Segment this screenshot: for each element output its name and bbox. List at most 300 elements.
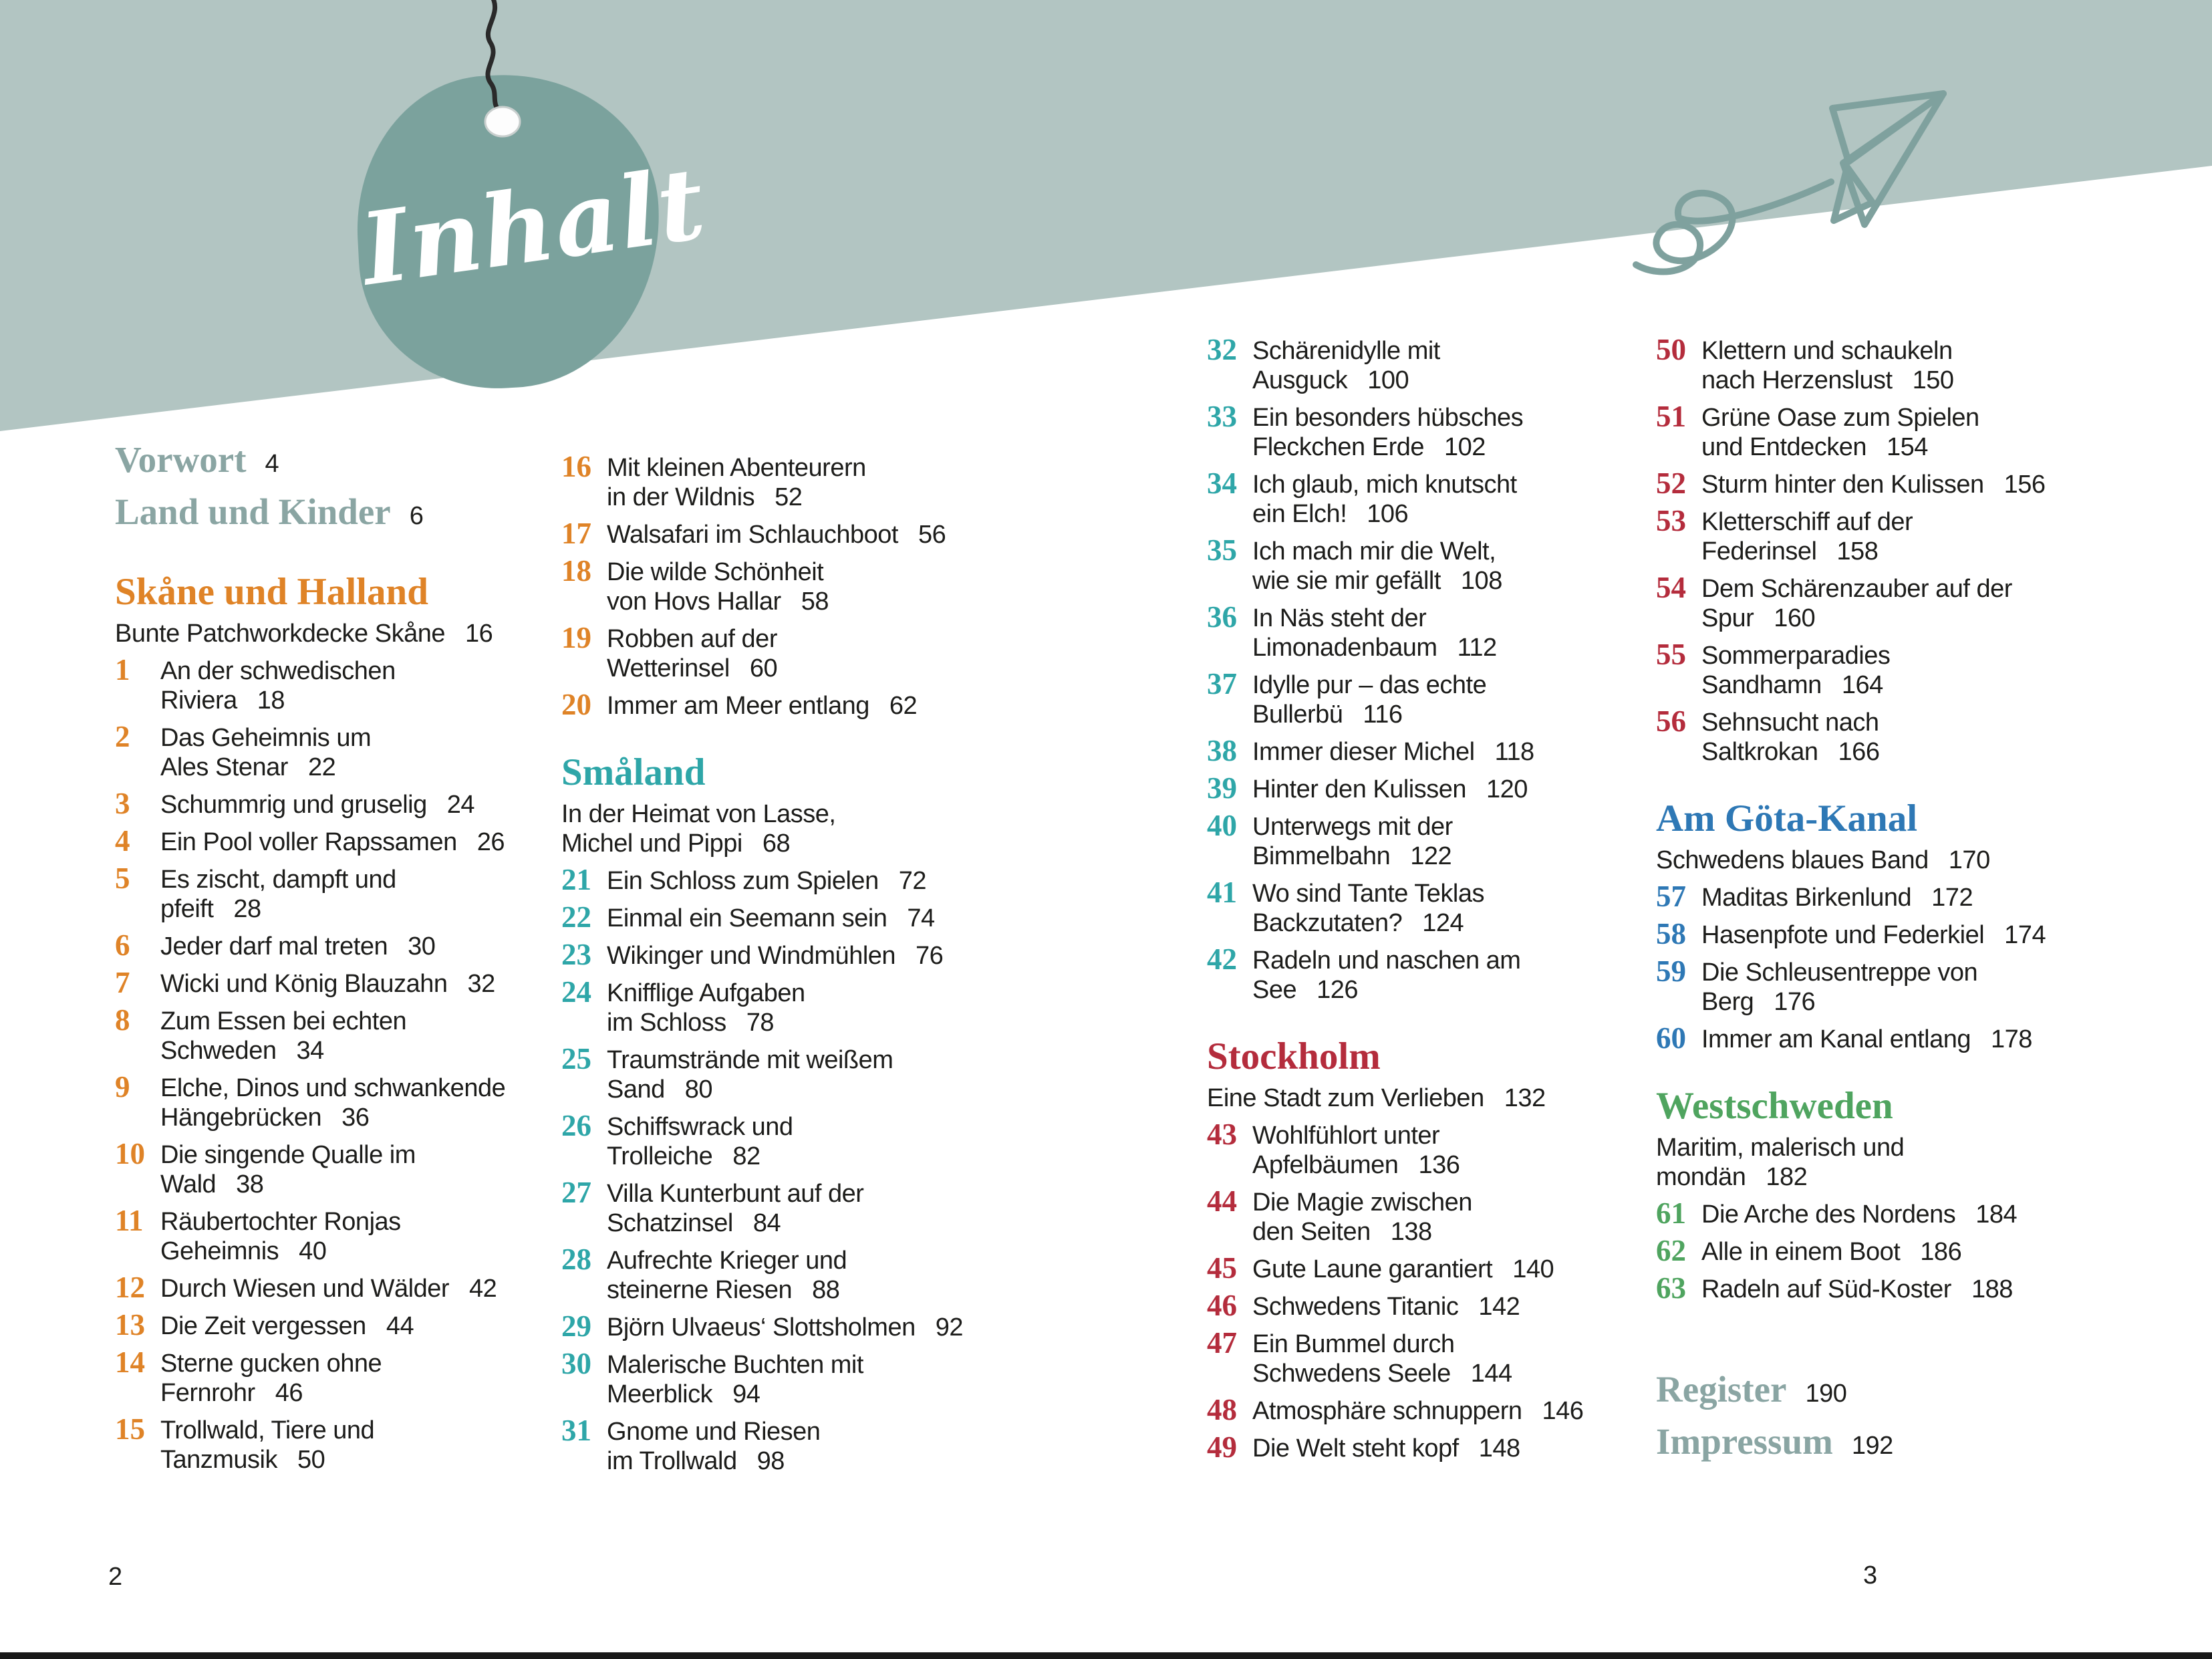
entry-number: 63: [1656, 1271, 1686, 1305]
section-intro: [1656, 846, 2100, 875]
entry-number: 44: [1207, 1184, 1237, 1218]
entry-number: 8: [115, 1003, 130, 1037]
entry-line: Trolleiche: [607, 1142, 713, 1170]
page-ref: 80: [684, 1075, 713, 1104]
entry-number: 62: [1656, 1234, 1686, 1267]
entry-line: Ein besonders hübsches: [1252, 404, 1524, 432]
toc-entry: [1207, 734, 1651, 767]
entry-line: Bimmelbahn: [1252, 842, 1391, 870]
page-ref: 62: [889, 692, 918, 720]
entry-number: 31: [561, 1414, 591, 1447]
entry-number: 51: [1656, 400, 1686, 433]
entry-line: Knifflige Aufgaben: [607, 979, 805, 1007]
toc-entry: [1656, 571, 2100, 633]
toc-entry: [115, 1137, 559, 1199]
entry-line: Meerblick: [607, 1380, 713, 1408]
entry-text: [160, 932, 435, 961]
entry-number: 14: [115, 1346, 145, 1379]
entry-number: 25: [561, 1042, 591, 1075]
page-ref: 158: [1836, 537, 1879, 565]
entry-line: Zum Essen bei echten: [160, 1007, 407, 1035]
page-ref: 156: [2003, 471, 2046, 499]
toc-entry: [115, 824, 559, 858]
entry-number: 13: [115, 1308, 145, 1342]
entry-line: Hinter den Kulissen: [1252, 775, 1467, 803]
toc-entry: [1656, 917, 2100, 950]
page-ref: 150: [1912, 366, 1954, 394]
entry-text: [1701, 921, 2046, 949]
entry-text: [160, 1312, 414, 1340]
page-ref: 98: [756, 1447, 785, 1475]
entry-number: 53: [1656, 504, 1686, 537]
front-item-label: Vorwort: [115, 439, 247, 480]
entry-line: im Trollwald: [607, 1447, 737, 1475]
entry-text: [607, 454, 866, 511]
entry-text: [1252, 537, 1502, 595]
entry-line: Wo sind Tante Teklas: [1252, 880, 1484, 908]
entry-number: 9: [115, 1070, 130, 1104]
entry-line: Bunte Patchworkdecke Skåne: [115, 620, 445, 648]
toc-entry: [115, 653, 559, 715]
entry-text: [607, 625, 777, 682]
entry-line: Federinsel: [1701, 537, 1817, 565]
toc-entry: [115, 862, 559, 924]
page-ref: 184: [1975, 1200, 2018, 1229]
entry-line: im Schloss: [607, 1009, 726, 1037]
toc-entry: [561, 1176, 1005, 1238]
entry-line: Schatzinsel: [607, 1209, 733, 1237]
entry-text: [607, 558, 829, 616]
page-ref: 68: [762, 830, 791, 858]
toc-entry: [1207, 1430, 1651, 1464]
entry-text: [1701, 508, 1913, 565]
entry-number: 16: [561, 450, 591, 483]
entry-number: 45: [1207, 1251, 1237, 1285]
section-intro: [561, 799, 1005, 858]
entry-text: [1701, 884, 1973, 912]
page-ref: 170: [1948, 846, 1990, 874]
toc-entry: [115, 1204, 559, 1266]
entry-number: 26: [561, 1109, 591, 1142]
entry-line: Geheimnis: [160, 1237, 279, 1265]
entry-line: Villa Kunterbunt auf der: [607, 1180, 864, 1208]
entry-number: 60: [1656, 1021, 1686, 1055]
entry-number: 42: [1207, 942, 1237, 976]
entry-line: Idylle pur – das echte: [1252, 671, 1487, 699]
entry-line: Bullerbü: [1252, 700, 1343, 729]
entry-line: Malerische Buchten mit: [607, 1351, 863, 1379]
front-item: [1656, 1418, 2100, 1470]
entry-line: Schummrig und gruselig: [160, 791, 427, 819]
front-item-label: Impressum: [1656, 1421, 1833, 1462]
entry-text: [1252, 1122, 1460, 1179]
page-ref: 106: [1367, 500, 1409, 528]
entry-number: 39: [1207, 771, 1237, 805]
entry-line: Die Magie zwischen: [1252, 1188, 1472, 1217]
page-ref: 174: [2004, 921, 2046, 949]
toc-entry: [115, 966, 559, 999]
entry-number: 54: [1656, 571, 1686, 604]
entry-line: Klettern und schaukeln: [1701, 337, 1953, 365]
toc-entry: [1207, 1251, 1651, 1285]
entry-number: 22: [561, 900, 591, 934]
entry-text: [1701, 1238, 1961, 1266]
page-ref: 108: [1460, 567, 1502, 595]
entry-line: Schärenidylle mit: [1252, 337, 1440, 365]
toc-entry: [1656, 880, 2100, 913]
entry-line: Schwedens Titanic: [1252, 1293, 1459, 1321]
page-ref: 178: [1990, 1025, 2032, 1053]
entry-number: 1: [115, 653, 130, 686]
entry-line: Sterne gucken ohne: [160, 1350, 382, 1378]
entry-number: 46: [1207, 1289, 1237, 1322]
entry-number: 52: [1656, 467, 1686, 500]
section-intro: [1656, 1133, 2100, 1192]
toc-entry: [1207, 400, 1651, 462]
entry-number: 33: [1207, 400, 1237, 433]
entry-line: Spur: [1701, 604, 1754, 632]
toc-entry: [561, 1042, 1005, 1104]
toc-entry: [115, 1346, 559, 1408]
toc-entry: [561, 621, 1005, 683]
page-ref: 94: [732, 1380, 761, 1408]
page-ref: 154: [1887, 433, 1928, 461]
entry-text: [1252, 1397, 1583, 1425]
toc-entry: [1656, 954, 2100, 1017]
entry-number: 55: [1656, 638, 1686, 671]
toc-entry: [561, 450, 1005, 512]
page-ref: 76: [916, 942, 944, 970]
entry-line: Riviera: [160, 686, 237, 715]
entry-line: Ich glaub, mich knutscht: [1252, 471, 1517, 499]
entry-line: Immer dieser Michel: [1252, 738, 1475, 766]
entry-line: Björn Ulvaeus‘ Slottsholmen: [607, 1313, 916, 1342]
entry-text: [160, 1141, 416, 1198]
page-ref: 38: [236, 1170, 264, 1198]
section-heading: Skåne und Halland: [115, 571, 428, 613]
toc-entry: [115, 1003, 559, 1065]
entry-text: [1656, 846, 1990, 874]
entry-number: 2: [115, 720, 130, 753]
entry-text: [1701, 404, 1979, 461]
entry-number: 23: [561, 938, 591, 971]
entry-line: den Seiten: [1252, 1218, 1371, 1246]
entry-line: Die Welt steht kopf: [1252, 1434, 1459, 1462]
entry-text: [1701, 337, 1954, 394]
page-ref: 188: [1971, 1275, 2013, 1303]
page-ref: 52: [775, 483, 803, 511]
entry-text: [1252, 471, 1517, 528]
entry-line: In Näs steht der: [1252, 604, 1427, 632]
page-ref: 16: [464, 620, 493, 648]
entry-number: 43: [1207, 1118, 1237, 1151]
entry-line: wie sie mir gefällt: [1252, 567, 1441, 595]
page-ref: 126: [1317, 976, 1359, 1004]
toc-entry: [561, 1347, 1005, 1409]
page-ref: 120: [1486, 775, 1528, 803]
entry-text: [561, 800, 835, 858]
page-ref: 176: [1774, 988, 1816, 1016]
entry-number: 50: [1656, 333, 1686, 366]
entry-line: Ales Stenar: [160, 753, 288, 781]
page-ref: 182: [1766, 1163, 1808, 1191]
front-item: [115, 488, 559, 540]
entry-text: [607, 1180, 863, 1237]
page-ref: 32: [467, 970, 495, 998]
page-ref: 18: [257, 686, 285, 715]
entry-text: [160, 866, 396, 923]
entry-line: Die Arche des Nordens: [1701, 1200, 1956, 1229]
entry-line: Wohlfühlort unter: [1252, 1122, 1440, 1150]
page-number-right: 3: [1863, 1561, 1878, 1589]
toc-entry: [1656, 1021, 2100, 1055]
toc-entry: [115, 1070, 559, 1132]
toc-entry: [1207, 876, 1651, 938]
entry-line: Schiffswrack und: [607, 1113, 793, 1141]
toc-entry: [1207, 1326, 1651, 1388]
entry-line: Walsafari im Schlauchboot: [607, 521, 898, 549]
entry-number: 24: [561, 975, 591, 1009]
entry-line: Hasenpfote und Federkiel: [1701, 921, 1985, 949]
entry-number: 29: [561, 1309, 591, 1343]
entry-line: In der Heimat von Lasse,: [561, 800, 836, 828]
entry-text: [160, 1208, 401, 1265]
entry-number: 19: [561, 621, 591, 654]
page-ref: 26: [476, 828, 505, 856]
entry-text: [1252, 1255, 1554, 1283]
section-heading: Småland: [561, 751, 706, 793]
toc-column-1: [115, 436, 559, 1483]
entry-line: Ich mach mir die Welt,: [1252, 537, 1496, 565]
toc-entry: [1207, 809, 1651, 871]
toc-entry: [115, 787, 559, 820]
page-ref: 42: [469, 1275, 497, 1303]
entry-number: 21: [561, 863, 591, 896]
entry-number: 17: [561, 517, 591, 550]
toc-entry: [1656, 400, 2100, 462]
page-ref: 136: [1418, 1151, 1460, 1179]
entry-text: [607, 942, 943, 970]
page-ref: 92: [935, 1313, 964, 1342]
toc-entry: [1656, 504, 2100, 566]
toc-entry: [1207, 1118, 1651, 1180]
entry-line: Wicki und König Blauzahn: [160, 970, 448, 998]
entry-line: Das Geheimnis um: [160, 724, 372, 752]
entry-text: [1207, 1084, 1546, 1112]
entry-line: Schwedens blaues Band: [1656, 846, 1929, 874]
entry-line: Sommerparadies: [1701, 642, 1891, 670]
page-ref: 102: [1444, 433, 1486, 461]
toc-entry: [561, 1109, 1005, 1171]
toc-entry: [1207, 771, 1651, 805]
entry-line: Maditas Birkenlund: [1701, 884, 1912, 912]
entry-line: Trollwald, Tiere und: [160, 1416, 375, 1444]
entry-line: Fernrohr: [160, 1379, 255, 1407]
entry-text: [607, 1113, 793, 1170]
entry-text: [160, 1007, 406, 1065]
entry-number: 38: [1207, 734, 1237, 767]
entry-line: Traumstrände mit weißem: [607, 1046, 893, 1074]
entry-line: Sehnsucht nach: [1701, 709, 1879, 737]
page-ref: 142: [1478, 1293, 1520, 1321]
entry-number: 4: [115, 824, 130, 858]
entry-text: [607, 521, 946, 549]
entry-line: Atmosphäre schnuppern: [1252, 1397, 1522, 1425]
entry-number: 32: [1207, 333, 1237, 366]
page-ref: 172: [1931, 884, 1973, 912]
entry-line: Kletterschiff auf der: [1701, 508, 1913, 536]
entry-text: [160, 970, 495, 998]
entry-line: Ein Bummel durch: [1252, 1330, 1455, 1358]
section-heading: Westschweden: [1656, 1085, 1893, 1127]
entry-text: [607, 1351, 863, 1408]
entry-number: 27: [561, 1176, 591, 1209]
page-ref: 146: [1542, 1397, 1584, 1425]
entry-line: Sandhamn: [1701, 671, 1822, 699]
entry-line: Die singende Qualle im: [160, 1141, 416, 1169]
entry-line: Immer am Kanal entlang: [1701, 1025, 1971, 1053]
entry-line: Apfelbäumen: [1252, 1151, 1399, 1179]
entry-number: 37: [1207, 667, 1237, 700]
entry-number: 41: [1207, 876, 1237, 909]
entry-text: [1252, 813, 1453, 870]
page-ref: 34: [296, 1037, 324, 1065]
entry-text: [1701, 959, 1977, 1016]
toc-entry: [1207, 1393, 1651, 1426]
toc-entry: [561, 688, 1005, 721]
entry-text: [1252, 946, 1520, 1004]
entry-line: Die wilde Schönheit: [607, 558, 824, 586]
page-ref: 28: [233, 895, 261, 923]
entry-line: Sand: [607, 1075, 665, 1104]
entry-line: und Entdecken: [1701, 433, 1867, 461]
entry-line: Ein Schloss zum Spielen: [607, 867, 879, 895]
page-ref: 58: [801, 588, 829, 616]
entry-line: Räubertochter Ronjas: [160, 1208, 401, 1236]
toc-entry: [561, 1309, 1005, 1343]
toc-entry: [115, 1308, 559, 1342]
toc-entry: [115, 1271, 559, 1304]
entry-text: [160, 828, 505, 856]
page-ref: 36: [341, 1104, 370, 1132]
entry-number: 59: [1656, 954, 1686, 988]
page-ref: 24: [446, 791, 475, 819]
entry-line: Unterwegs mit der: [1252, 813, 1453, 841]
entry-text: [1252, 1293, 1520, 1321]
entry-text: [1701, 1275, 2013, 1303]
page-ref: 186: [1920, 1238, 1962, 1266]
toc-entry: [1656, 467, 2100, 500]
entry-text: [1252, 1330, 1512, 1388]
page-ref: 164: [1841, 671, 1883, 699]
page-ref: 46: [275, 1379, 303, 1407]
toc-entry: [561, 554, 1005, 616]
toc-entry: [1656, 705, 2100, 767]
page-bottom-edge: [0, 1652, 2212, 1659]
page-ref: 6: [409, 502, 424, 530]
entry-number: 12: [115, 1271, 145, 1304]
entry-line: ein Elch!: [1252, 500, 1347, 528]
entry-number: 49: [1207, 1430, 1237, 1464]
entry-line: in der Wildnis: [607, 483, 755, 511]
entry-number: 7: [115, 966, 130, 999]
entry-line: Ausguck: [1252, 366, 1348, 394]
entry-line: Dem Schärenzauber auf der: [1701, 575, 2012, 603]
entry-line: mondän: [1656, 1163, 1746, 1191]
toc-entry: [561, 1243, 1005, 1305]
entry-line: Mit kleinen Abenteurern: [607, 454, 866, 482]
entry-text: [160, 1275, 497, 1303]
page-ref: 122: [1410, 842, 1452, 870]
section-intro: [1207, 1083, 1651, 1113]
page-ref: 140: [1512, 1255, 1554, 1283]
page-ref: 84: [752, 1209, 781, 1237]
page-ref: 74: [907, 904, 935, 932]
entry-line: An der schwedischen: [160, 657, 396, 685]
toc-entry: [1656, 1196, 2100, 1230]
page-ref: 88: [812, 1276, 840, 1304]
entry-text: [1252, 337, 1440, 394]
entry-line: Grüne Oase zum Spielen: [1701, 404, 1979, 432]
entry-number: 58: [1656, 917, 1686, 950]
page-ref: 4: [265, 450, 279, 478]
entry-line: Gnome und Riesen: [607, 1418, 821, 1446]
page-ref: 60: [749, 654, 778, 682]
entry-text: [1252, 880, 1484, 937]
page-ref: 100: [1367, 366, 1409, 394]
page-number-left: 2: [108, 1563, 123, 1591]
page-ref: 82: [732, 1142, 761, 1170]
entry-line: Gute Laune garantiert: [1252, 1255, 1493, 1283]
page-ref: 22: [307, 753, 336, 781]
entry-line: nach Herzenslust: [1701, 366, 1893, 394]
entry-number: 47: [1207, 1326, 1237, 1360]
entry-number: 3: [115, 787, 130, 820]
page-ref: 124: [1422, 909, 1464, 937]
front-item: [1656, 1366, 2100, 1418]
entry-line: Maritim, malerisch und: [1656, 1134, 1905, 1162]
entry-line: Einmal ein Seemann sein: [607, 904, 887, 932]
entry-line: Saltkrokan: [1701, 738, 1818, 766]
toc-entry: [1207, 333, 1651, 395]
entry-line: Hängebrücken: [160, 1104, 322, 1132]
entry-number: 35: [1207, 533, 1237, 567]
toc-entry: [1656, 638, 2100, 700]
entry-text: [607, 867, 926, 895]
entry-number: 30: [561, 1347, 591, 1380]
entry-line: Ein Pool voller Rapssamen: [160, 828, 457, 856]
entry-text: [607, 692, 917, 720]
entry-number: 57: [1656, 880, 1686, 913]
entry-line: Robben auf der: [607, 625, 777, 653]
entry-text: [607, 1418, 820, 1475]
entry-line: Eine Stadt zum Verlieben: [1207, 1084, 1484, 1112]
entry-line: Berg: [1701, 988, 1754, 1016]
entry-text: [607, 1247, 847, 1304]
entry-text: [160, 791, 474, 819]
entry-line: Radeln und naschen am: [1252, 946, 1521, 975]
entry-number: 48: [1207, 1393, 1237, 1426]
entry-text: [1252, 1188, 1472, 1246]
toc-entry: [1207, 1289, 1651, 1322]
toc-entry: [115, 720, 559, 782]
page-ref: 30: [408, 932, 436, 961]
page-ref: 138: [1390, 1218, 1432, 1246]
entry-line: Tanzmusik: [160, 1446, 277, 1474]
entry-text: [607, 904, 935, 932]
entry-number: 56: [1656, 705, 1686, 738]
toc-entry: [1656, 1271, 2100, 1305]
